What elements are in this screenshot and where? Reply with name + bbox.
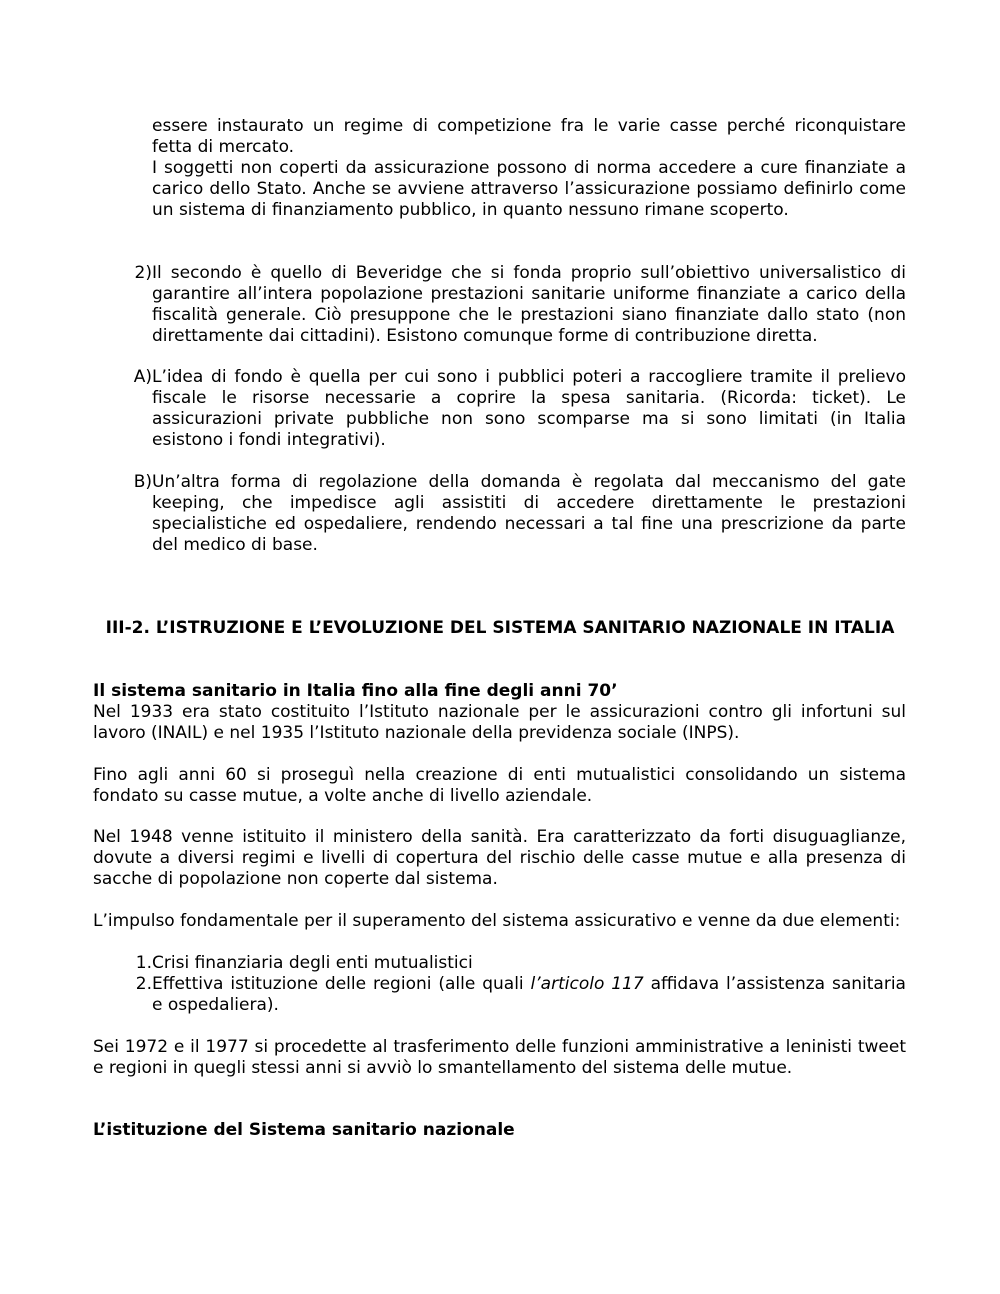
paragraph-text: Nel 1933 era stato costituito l’Istituto nazionale per le assicurazioni contro gli infortuni sul lavoro (INAIL) e nel 1935 l’Istituto nazionale della previdenza sociale (INPS). — [93, 702, 906, 743]
list-marker: B) — [133, 472, 152, 492]
paragraph-text: Fino agli anni 60 si proseguì nella creazione di enti mutualistici consolidando un sistema fondato su casse mutue, a volte anche di livello aziendale. — [93, 765, 906, 806]
list-marker: A) — [133, 367, 152, 387]
list-item — [93, 263, 906, 347]
list-marker: 2. — [135, 974, 152, 994]
list-item-text: Il secondo è quello di Beveridge che si fonda proprio sull’obiettivo universalistico di garantire all’intera popolazione prestazioni sanitarie uniforme finanziate a carico della fiscalità generale. Ciò presuppone che le prestazioni siano finanziate dallo stato (non direttamente dai cittadini). Esistono comunque forme di contribuzione diretta. — [152, 263, 906, 346]
paragraph — [93, 911, 906, 932]
paragraph-text: L’impulso fondamentale per il superamento del sistema assicurativo e venne da due elementi: — [93, 911, 901, 931]
subsection-2 — [93, 1120, 906, 1141]
list-item-text: L’idea di fondo è quella per cui sono i pubblici poteri a raccogliere tramite il prelievo fiscale le risorse necessarie a coprire la spesa sanitaria. (Ricorda: ticket). Le assicurazioni private pubbliche non sono scomparse ma si sono limitati (in Italia esistono i fondi integrativi). — [152, 367, 906, 450]
subsection-title: L’istituzione del Sistema sanitario nazionale — [93, 1120, 515, 1140]
list-item-text: Crisi finanziaria degli enti mutualistici — [152, 953, 473, 973]
intro-paragraph-1 — [152, 116, 906, 221]
list-item-text — [152, 974, 906, 1016]
paragraph — [93, 827, 906, 890]
list-item — [93, 974, 906, 1016]
paragraph-text: Nel 1948 venne istituito il ministero della sanità. Era caratterizzato da forti disuguaglianze, dovute a diversi regimi e livelli di copertura del rischio delle casse mutue e alla presenza di sacche di popolazione non coperte dal sistema. — [93, 827, 906, 889]
list-item — [93, 953, 906, 974]
list-item — [93, 472, 906, 556]
list-item-text: Un’altra forma di regolazione della domanda è regolata dal meccanismo del gate keeping, che impedisce agli assistiti di accedere direttamente le prestazioni specialistiche ed ospedaliere, rendendo necessari a tal fine una prescrizione da parte del medico di base. — [152, 472, 906, 555]
list-marker: 1. — [135, 953, 152, 973]
text-run: Effettiva istituzione delle regioni (alle quali — [152, 974, 531, 994]
section-title: III-2. L’ISTRUZIONE E L’EVOLUZIONE DEL SISTEMA SANITARIO NAZIONALE IN ITALIA — [105, 618, 895, 638]
paragraph-text: Sei 1972 e il 1977 si procedette al trasferimento delle funzioni amministrative a leninisti tweet e regioni in quegli stessi anni si avviò lo smantellamento del sistema delle mutue. — [93, 1037, 906, 1078]
italic-reference: l’articolo 117 — [530, 974, 644, 994]
subsection-title: Il sistema sanitario in Italia fino alla fine degli anni 70’ — [93, 681, 618, 701]
paragraph-text: essere instaurato un regime di competizione fra le varie casse perché riconquistare fetta di mercato. — [152, 116, 906, 157]
paragraph — [93, 1037, 906, 1079]
paragraph-text: I soggetti non coperti da assicurazione possono di norma accedere a cure finanziate a carico dello Stato. Anche se avviene attraverso l’assicurazione possiamo definirlo come un sistema di finanziamento pubblico, in quanto nessuno rimane scoperto. — [152, 158, 906, 220]
text-run: affidava l’assistenza sanitaria e ospedaliera). — [152, 974, 906, 1015]
list-marker: 2) — [134, 263, 152, 283]
list-item — [93, 367, 906, 451]
paragraph — [93, 765, 906, 807]
subsection-1 — [93, 681, 906, 744]
